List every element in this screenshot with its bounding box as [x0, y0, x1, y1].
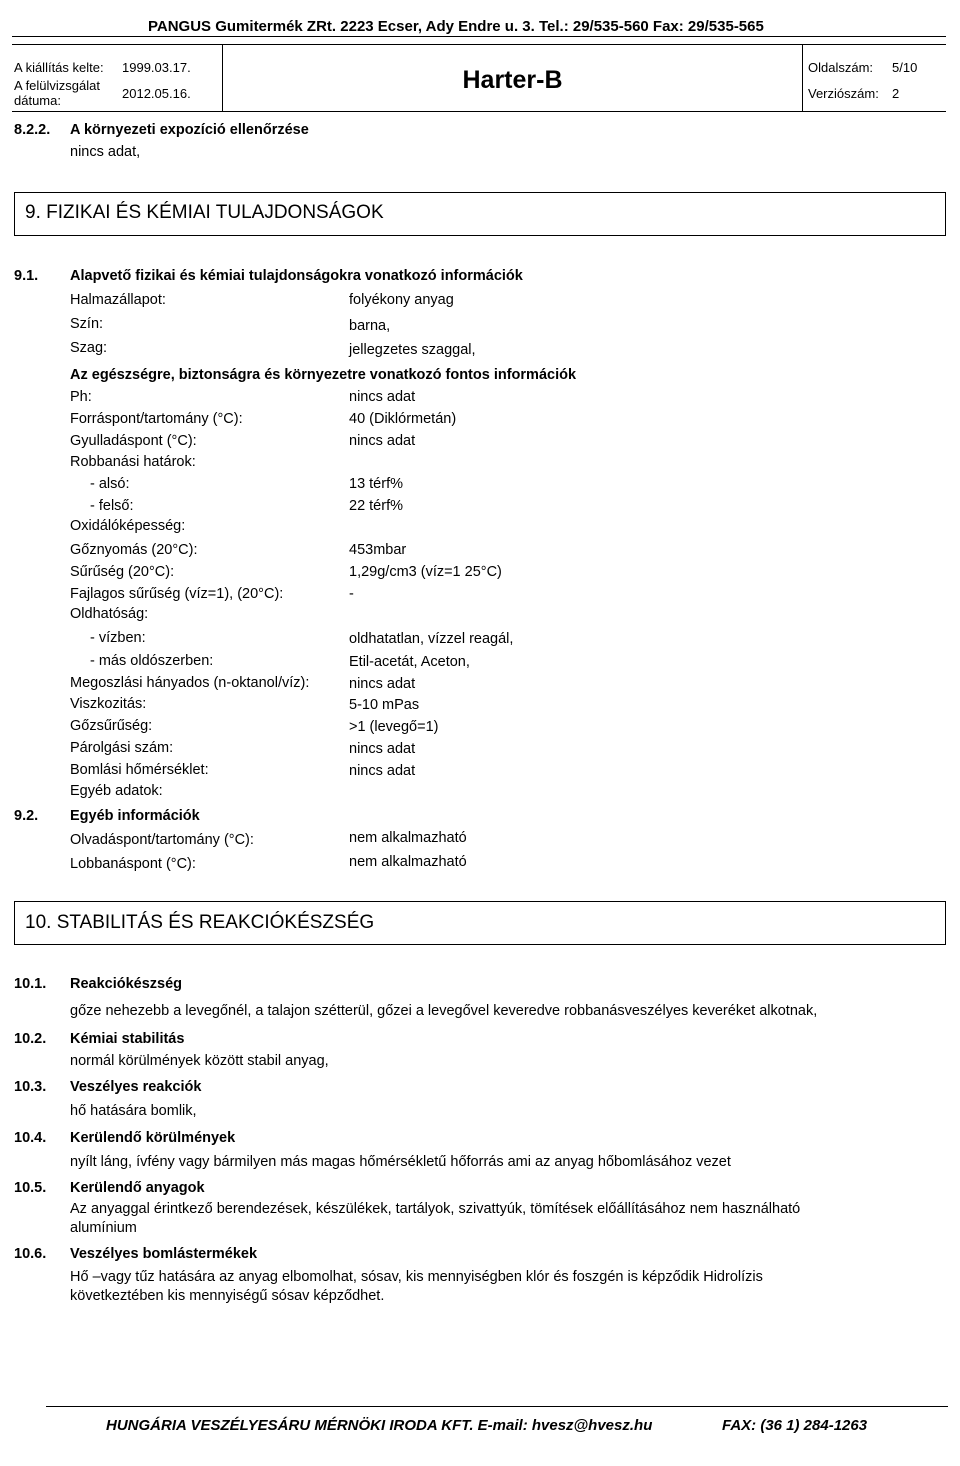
vapor-pressure-value: 453mbar	[349, 542, 407, 558]
ph-label: Ph:	[70, 389, 92, 405]
company-header: PANGUS Gumitermék ZRt. 2223 Ecser, Ady Endre u. 3. Tel.: 29/535-560 Fax: 29/535-565	[148, 18, 764, 35]
water-solubility-value: oldhatatlan, vízzel reagál,	[349, 631, 514, 647]
version-number: 2	[892, 86, 900, 101]
section-number: 9.1.	[14, 268, 39, 284]
section-number: 10.2.	[14, 1031, 47, 1047]
upper-limit-label: - felső:	[90, 498, 134, 514]
specific-gravity-value: -	[349, 586, 354, 602]
section-title: Veszélyes bomlástermékek	[70, 1246, 258, 1262]
section-title: Egyéb információk	[70, 808, 200, 824]
footer-fax: FAX: (36 1) 284-1263	[722, 1417, 868, 1434]
density-label: Sűrűség (20°C):	[70, 564, 175, 580]
solubility-label: Oldhatóság:	[70, 606, 149, 622]
section-title: Kémiai stabilitás	[70, 1031, 185, 1047]
footer-company: HUNGÁRIA VESZÉLYESÁRU MÉRNÖKI IRODA KFT. E-mail: hvesz@hvesz.hu	[106, 1417, 653, 1434]
section-number: 10.1.	[14, 976, 47, 992]
ignition-point-label: Gyulladáspont (°C):	[70, 433, 197, 449]
section-text: következtében kis mennyiségű sósav képződhet.	[70, 1288, 385, 1304]
page-number-label: Oldalszám:	[808, 60, 874, 75]
partition-label: Megoszlási hányados (n-oktanol/víz):	[70, 675, 310, 691]
flash-point-value: nem alkalmazható	[349, 854, 467, 870]
section-10-box	[14, 901, 946, 945]
melting-point-value: nem alkalmazható	[349, 830, 467, 846]
section-text: nincs adat,	[70, 144, 141, 160]
partition-value: nincs adat	[349, 676, 416, 692]
vapor-density-value: >1 (levegő=1)	[349, 719, 439, 735]
evaporation-label: Párolgási szám:	[70, 740, 174, 756]
decomposition-label: Bomlási hőmérséklet:	[70, 762, 209, 778]
page-number: 5/10	[892, 60, 918, 75]
section-text: alumínium	[70, 1220, 137, 1236]
section-text: nyílt láng, ívfény vagy bármilyen más magas hőmérsékletű hőforrás ami az anyag hőbomlásához vezet	[70, 1154, 731, 1170]
water-solubility-label: - vízben:	[90, 630, 146, 646]
section-number: 10.5.	[14, 1180, 47, 1196]
section-9-title: 9. FIZIKAI ÉS KÉMIAI TULAJDONSÁGOK	[25, 202, 384, 223]
review-date-label-1: A felülvizsgálat	[14, 78, 100, 93]
melting-point-label: Olvadáspont/tartomány (°C):	[70, 832, 254, 848]
section-text: Hő –vagy tűz hatására az anyag elbomolhat, sósav, kis mennyiségben klór és foszgén is képződik Hidrolízis	[70, 1269, 763, 1285]
review-date-label-2: dátuma:	[14, 93, 61, 108]
section-title: Reakciókészség	[70, 976, 183, 992]
review-date: 2012.05.16.	[122, 86, 191, 101]
section-number: 10.4.	[14, 1130, 47, 1146]
ph-value: nincs adat	[349, 389, 416, 405]
vapor-density-label: Gőzsűrűség:	[70, 718, 153, 734]
section-title: Veszélyes reakciók	[70, 1079, 202, 1095]
state-label: Halmazállapot:	[70, 292, 166, 308]
viscosity-label: Viszkozitás:	[70, 696, 147, 712]
evaporation-value: nincs adat	[349, 741, 416, 757]
explosion-limits-label: Robbanási határok:	[70, 454, 196, 470]
decomposition-value: nincs adat	[349, 763, 416, 779]
section-title: Kerülendő körülmények	[70, 1130, 236, 1146]
subsection-heading: Az egészségre, biztonságra és környezetre vonatkozó fontos információk	[70, 367, 577, 383]
specific-gravity-label: Fajlagos sűrűség (víz=1), (20°C):	[70, 586, 284, 602]
vapor-pressure-label: Gőznyomás (20°C):	[70, 542, 198, 558]
section-text: Az anyaggal érintkező berendezések, készülékek, tartályok, szivattyúk, tömítések előállításához nem használható	[70, 1201, 801, 1217]
section-text: normál körülmények között stabil anyag,	[70, 1053, 329, 1069]
section-number: 8.2.2.	[14, 122, 51, 138]
color-value: barna,	[349, 318, 391, 334]
solvent-solubility-value: Etil-acetát, Aceton,	[349, 654, 470, 670]
color-label: Szín:	[70, 316, 104, 332]
solvent-solubility-label: - más oldószerben:	[90, 653, 214, 669]
section-10-title: 10. STABILITÁS ÉS REAKCIÓKÉSZSÉG	[25, 912, 375, 933]
header-rule	[12, 36, 946, 37]
product-name: Harter-B	[462, 66, 563, 94]
section-9-box	[14, 192, 946, 236]
section-number: 10.6.	[14, 1246, 47, 1262]
section-number: 9.2.	[14, 808, 39, 824]
lower-limit-value: 13 térf%	[349, 476, 403, 492]
issue-date: 1999.03.17.	[122, 60, 191, 75]
section-number: 10.3.	[14, 1079, 47, 1095]
density-value: 1,29g/cm3 (víz=1 25°C)	[349, 564, 502, 580]
oxidizing-label: Oxidálóképesség:	[70, 518, 186, 534]
lower-limit-label: - alsó:	[90, 476, 130, 492]
flash-point-label: Lobbanáspont (°C):	[70, 856, 196, 872]
boiling-point-value: 40 (Diklórmetán)	[349, 411, 457, 427]
other-data-label: Egyéb adatok:	[70, 783, 163, 799]
odor-value: jellegzetes szaggal,	[349, 342, 476, 358]
odor-label: Szag:	[70, 340, 108, 356]
ignition-point-value: nincs adat	[349, 433, 416, 449]
state-value: folyékony anyag	[349, 292, 454, 308]
version-label: Verziószám:	[808, 86, 879, 101]
section-title: Kerülendő anyagok	[70, 1180, 205, 1196]
viscosity-value: 5-10 mPas	[349, 697, 420, 713]
upper-limit-value: 22 térf%	[349, 498, 403, 514]
issue-date-label: A kiállítás kelte:	[14, 60, 104, 75]
section-text: gőze nehezebb a levegőnél, a talajon szétterül, gőzei a levegővel keveredve robbanásveszélyes keveréket alkotnak,	[70, 1003, 818, 1019]
footer-rule	[46, 1406, 948, 1407]
section-title: Alapvető fizikai és kémiai tulajdonságokra vonatkozó információk	[70, 268, 523, 284]
section-title: A környezeti expozíció ellenőrzése	[70, 122, 309, 138]
boiling-point-label: Forráspont/tartomány (°C):	[70, 411, 243, 427]
section-text: hő hatására bomlik,	[70, 1103, 197, 1119]
